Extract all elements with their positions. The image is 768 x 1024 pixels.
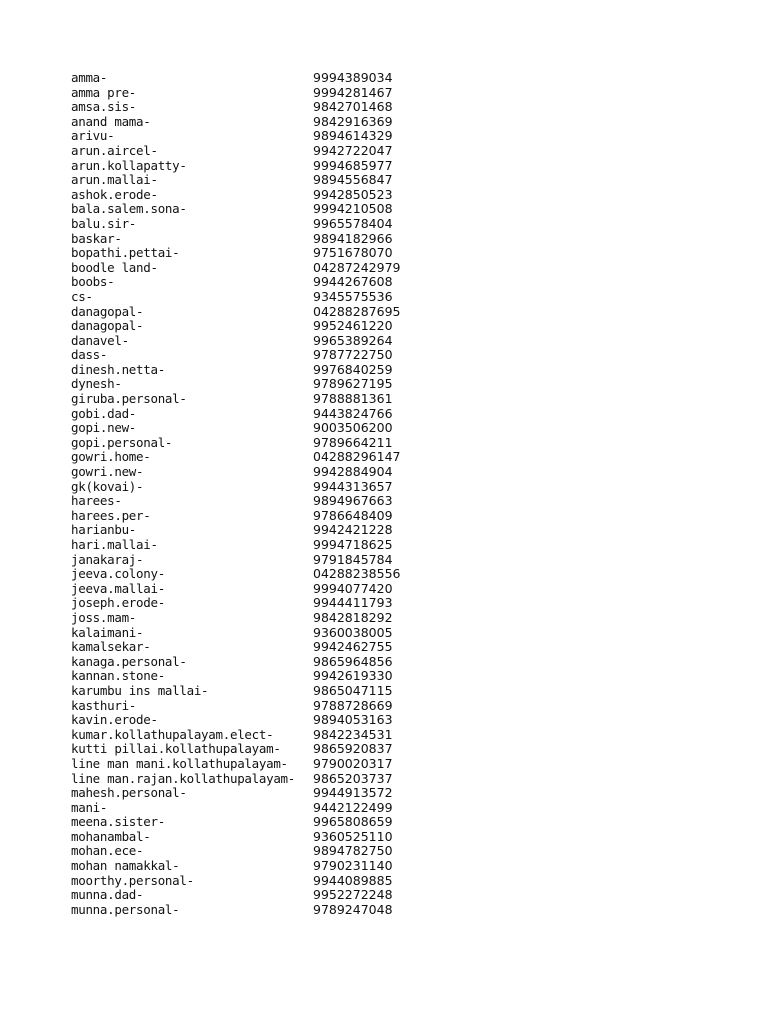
contact-name: gk(kovai)- bbox=[71, 478, 144, 494]
contact-name: kavin.erode- bbox=[71, 712, 158, 728]
contact-phone: 9786648409 bbox=[313, 507, 393, 523]
contact-row bbox=[71, 129, 491, 144]
contact-row bbox=[71, 159, 491, 174]
contact-list bbox=[71, 71, 491, 917]
contact-name: boodle land- bbox=[71, 259, 158, 275]
contact-row bbox=[71, 903, 491, 918]
contact-phone: 9952272248 bbox=[313, 887, 393, 903]
contact-row bbox=[71, 742, 491, 757]
contact-phone: 9360038005 bbox=[313, 624, 393, 640]
contact-name: bala.salem.sona- bbox=[71, 201, 187, 217]
contact-row bbox=[71, 348, 491, 363]
contact-row bbox=[71, 728, 491, 743]
contact-phone: 9942619330 bbox=[313, 668, 393, 684]
contact-phone: 9944411793 bbox=[313, 595, 393, 611]
contact-phone: 9789627195 bbox=[313, 376, 393, 392]
contact-row bbox=[71, 363, 491, 378]
contact-row bbox=[71, 188, 491, 203]
contact-row bbox=[71, 334, 491, 349]
contact-name: arun.kollapatty- bbox=[71, 157, 187, 173]
contact-row bbox=[71, 874, 491, 889]
contact-row bbox=[71, 144, 491, 159]
contact-row bbox=[71, 480, 491, 495]
contact-row bbox=[71, 509, 491, 524]
contact-name: line man mani.kollathupalayam- bbox=[71, 755, 288, 771]
contact-name: munna.personal- bbox=[71, 901, 180, 917]
contact-name: baskar- bbox=[71, 230, 122, 246]
contact-row bbox=[71, 100, 491, 115]
contact-row bbox=[71, 640, 491, 655]
contact-name: hari.mallai- bbox=[71, 537, 158, 552]
contact-name: amsa.sis- bbox=[71, 99, 137, 115]
contact-row bbox=[71, 815, 491, 830]
contact-phone: 04287242979 bbox=[313, 259, 401, 275]
contact-name: giruba.personal- bbox=[71, 391, 187, 407]
contact-name: joss.mam- bbox=[71, 609, 137, 625]
contact-name: arivu- bbox=[71, 128, 115, 144]
contact-phone: 9894782750 bbox=[313, 843, 393, 859]
contact-name: gowri.home- bbox=[71, 449, 151, 465]
contact-phone: 04288238556 bbox=[313, 566, 401, 582]
contact-row bbox=[71, 538, 491, 553]
contact-row bbox=[71, 173, 491, 188]
contact-row bbox=[71, 407, 491, 422]
contact-row bbox=[71, 86, 491, 101]
contact-name: gobi.dad- bbox=[71, 405, 137, 421]
contact-phone: 9842701468 bbox=[313, 99, 393, 115]
contact-name: dinesh.netta- bbox=[71, 361, 165, 377]
contact-row bbox=[71, 246, 491, 261]
contact-phone: 9944267608 bbox=[313, 274, 393, 290]
contact-name: arun.aircel- bbox=[71, 142, 158, 158]
contact-name: harees- bbox=[71, 493, 122, 509]
contact-phone: 04288287695 bbox=[313, 303, 401, 319]
contact-row bbox=[71, 523, 491, 538]
contact-name: kamalsekar- bbox=[71, 639, 151, 655]
contact-phone: 9789664211 bbox=[313, 434, 393, 450]
contact-phone: 9942421228 bbox=[313, 522, 393, 538]
contact-phone: 9965578404 bbox=[313, 215, 393, 231]
contact-name: harianbu- bbox=[71, 522, 137, 538]
contact-row bbox=[71, 553, 491, 568]
contact-row bbox=[71, 450, 491, 465]
contact-row bbox=[71, 772, 491, 787]
contact-row bbox=[71, 115, 491, 130]
contact-phone: 9442122499 bbox=[313, 799, 393, 815]
contact-name: kasthuri- bbox=[71, 697, 137, 713]
contact-name: moorthy.personal- bbox=[71, 872, 194, 888]
contact-phone: 9842916369 bbox=[313, 113, 393, 129]
contact-name: gopi.new- bbox=[71, 420, 137, 436]
contact-name: dass- bbox=[71, 347, 108, 363]
contact-row bbox=[71, 582, 491, 597]
contact-name: mohan.ece- bbox=[71, 843, 144, 859]
contact-phone: 9994077420 bbox=[313, 580, 393, 596]
contact-name: danagopal- bbox=[71, 318, 144, 334]
contact-name: kanaga.personal- bbox=[71, 653, 187, 669]
contact-name: harees.per- bbox=[71, 507, 151, 523]
contact-phone: 9942884904 bbox=[313, 464, 393, 480]
contact-phone: 9003506200 bbox=[313, 420, 393, 436]
contact-name: bopathi.pettai- bbox=[71, 245, 180, 261]
contact-row bbox=[71, 684, 491, 699]
contact-phone: 9944313657 bbox=[313, 478, 393, 494]
contact-row bbox=[71, 801, 491, 816]
contact-phone: 9894614329 bbox=[313, 128, 393, 144]
contact-name: munna.dad- bbox=[71, 887, 144, 903]
contact-row bbox=[71, 757, 491, 772]
contact-phone: 9865047115 bbox=[313, 682, 393, 698]
contact-name: kalaimani- bbox=[71, 624, 144, 640]
contact-row bbox=[71, 202, 491, 217]
contact-row bbox=[71, 392, 491, 407]
contact-phone: 9865964856 bbox=[313, 653, 393, 669]
contact-phone: 9994210508 bbox=[313, 201, 393, 217]
contact-name: balu.sir- bbox=[71, 215, 137, 231]
contact-name: anand mama- bbox=[71, 113, 151, 129]
contact-phone: 9944913572 bbox=[313, 785, 393, 801]
contact-row bbox=[71, 275, 491, 290]
contact-phone: 9965389264 bbox=[313, 332, 393, 348]
contact-phone: 9894182966 bbox=[313, 230, 393, 246]
contact-row bbox=[71, 830, 491, 845]
contact-phone: 9994389034 bbox=[313, 70, 393, 85]
contact-phone: 9790020317 bbox=[313, 755, 393, 771]
contact-name: kumar.kollathupalayam.elect- bbox=[71, 726, 274, 742]
contact-name: karumbu ins mallai- bbox=[71, 682, 209, 698]
contact-row bbox=[71, 494, 491, 509]
contact-row bbox=[71, 596, 491, 611]
contact-row bbox=[71, 217, 491, 232]
contact-name: kutti pillai.kollathupalayam- bbox=[71, 741, 281, 757]
contact-name: meena.sister- bbox=[71, 814, 165, 830]
contact-name: gopi.personal- bbox=[71, 434, 173, 450]
contact-phone: 9965808659 bbox=[313, 814, 393, 830]
contact-row bbox=[71, 465, 491, 480]
contact-phone: 9894967663 bbox=[313, 493, 393, 509]
contact-phone: 04288296147 bbox=[313, 449, 401, 465]
contact-name: joseph.erode- bbox=[71, 595, 165, 611]
contact-name: jeeva.colony- bbox=[71, 566, 165, 582]
contact-row bbox=[71, 859, 491, 874]
contact-phone: 9791845784 bbox=[313, 551, 393, 567]
contact-phone: 9865920837 bbox=[313, 741, 393, 757]
contact-row bbox=[71, 319, 491, 334]
contact-phone: 9789247048 bbox=[313, 901, 393, 917]
contact-phone: 9994685977 bbox=[313, 157, 393, 173]
contact-row bbox=[71, 567, 491, 582]
contact-name: boobs- bbox=[71, 274, 115, 290]
contact-row bbox=[71, 626, 491, 641]
contact-phone: 9788881361 bbox=[313, 391, 393, 407]
contact-name: mani- bbox=[71, 799, 108, 815]
contact-row bbox=[71, 377, 491, 392]
contact-phone: 9788728669 bbox=[313, 697, 393, 713]
contact-row bbox=[71, 71, 491, 86]
contact-phone: 9842818292 bbox=[313, 609, 393, 625]
contact-row bbox=[71, 436, 491, 451]
contact-name: jeeva.mallai- bbox=[71, 580, 165, 596]
contact-phone: 9942850523 bbox=[313, 186, 393, 202]
contact-name: line man.rajan.kollathupalayam- bbox=[71, 770, 295, 786]
contact-row bbox=[71, 290, 491, 305]
contact-phone: 9994281467 bbox=[313, 84, 393, 100]
contact-name: arun.mallai- bbox=[71, 172, 158, 188]
contact-name: mahesh.personal- bbox=[71, 785, 187, 801]
contact-phone: 9865203737 bbox=[313, 770, 393, 786]
contact-phone: 9944089885 bbox=[313, 872, 393, 888]
contact-phone: 9751678070 bbox=[313, 245, 393, 261]
contact-phone: 9345575536 bbox=[313, 288, 393, 304]
contact-name: mohan namakkal- bbox=[71, 858, 180, 874]
contact-name: gowri.new- bbox=[71, 464, 144, 480]
contact-name: kannan.stone- bbox=[71, 668, 165, 684]
contact-row bbox=[71, 699, 491, 714]
contact-phone: 9894053163 bbox=[313, 712, 393, 728]
contact-row bbox=[71, 655, 491, 670]
contact-phone: 9994718625 bbox=[313, 537, 393, 552]
contact-phone: 9976840259 bbox=[313, 361, 393, 377]
contact-name: danavel- bbox=[71, 332, 129, 348]
contact-name: dynesh- bbox=[71, 376, 122, 392]
contact-name: mohanambal- bbox=[71, 828, 151, 844]
contact-phone: 9842234531 bbox=[313, 726, 393, 742]
contact-phone: 9787722750 bbox=[313, 347, 393, 363]
contact-name: amma pre- bbox=[71, 84, 137, 100]
contact-phone: 9942722047 bbox=[313, 142, 393, 158]
contact-row bbox=[71, 669, 491, 684]
contact-row bbox=[71, 786, 491, 801]
contact-phone: 9443824766 bbox=[313, 405, 393, 421]
contact-phone: 9790231140 bbox=[313, 858, 393, 874]
contact-phone: 9952461220 bbox=[313, 318, 393, 334]
contact-row bbox=[71, 305, 491, 320]
contact-name: amma- bbox=[71, 70, 108, 85]
contact-phone: 9360525110 bbox=[313, 828, 393, 844]
contact-name: danagopal- bbox=[71, 303, 144, 319]
contact-row bbox=[71, 844, 491, 859]
contact-name: ashok.erode- bbox=[71, 186, 158, 202]
contact-row bbox=[71, 421, 491, 436]
contact-row bbox=[71, 713, 491, 728]
contact-row bbox=[71, 888, 491, 903]
contact-phone: 9942462755 bbox=[313, 639, 393, 655]
contact-row bbox=[71, 261, 491, 276]
contact-phone: 9894556847 bbox=[313, 172, 393, 188]
contact-name: cs- bbox=[71, 288, 93, 304]
contact-row bbox=[71, 232, 491, 247]
contact-row bbox=[71, 611, 491, 626]
contact-name: janakaraj- bbox=[71, 551, 144, 567]
